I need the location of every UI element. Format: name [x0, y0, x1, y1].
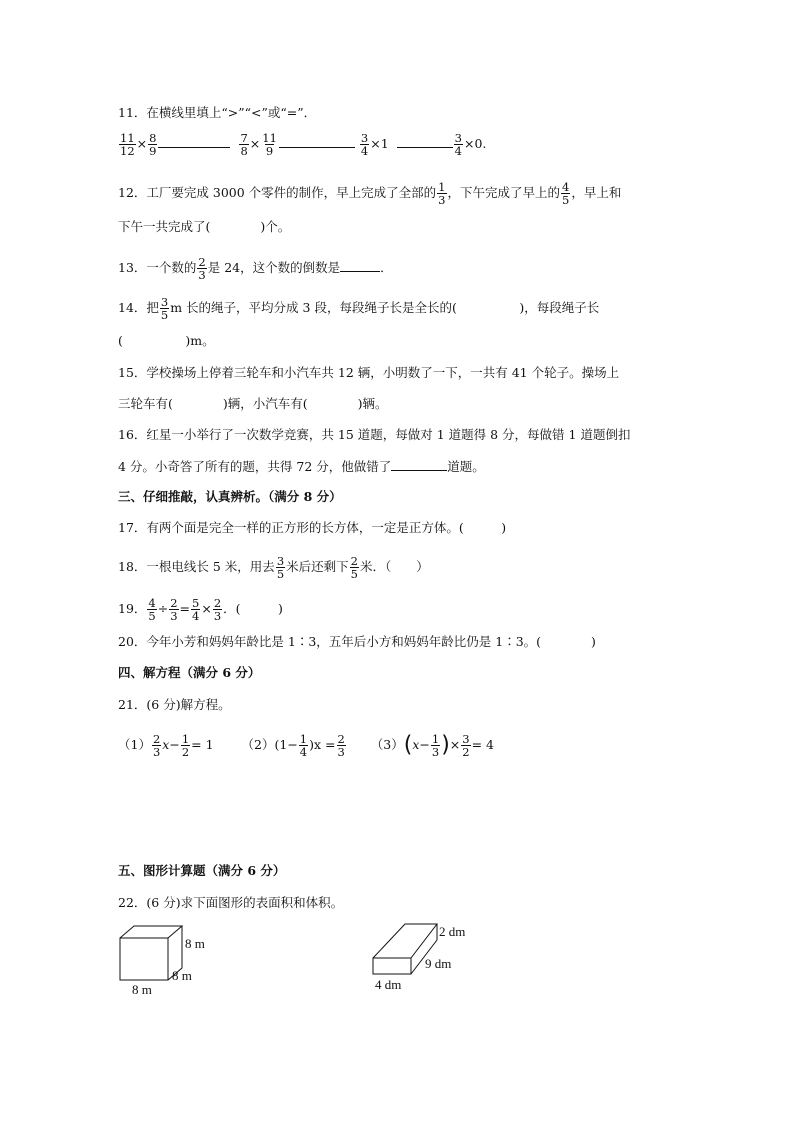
fraction: $\frac{2}{3}$ — [213, 596, 222, 623]
q12-line2: 下午一共完成了( )个。 — [118, 219, 291, 234]
answer-blank[interactable] — [391, 458, 447, 471]
q12-line1: 12．工厂要完成 3000 个零件的制作，早上完成了全部的 $\frac{1}{3}$ ，下午完成了早上的 $\frac{4}{5}$ ，早上和 — [118, 180, 622, 207]
fraction: $\frac{4}{5}$ — [148, 596, 156, 623]
box-length-label: 9 dm — [425, 956, 452, 971]
answer-blank[interactable] — [340, 259, 380, 272]
equation-3: （3）(x− $\frac{1}{3}$ )× $\frac{3}{2}$ = 4 — [370, 732, 495, 759]
q14-line1: 14．把 $\frac{3}{5}$ m 长的绳子，平均分成 3 段，每段绳子长是全长的( )，每段绳子长 — [118, 295, 600, 322]
q15-line2: 三轮车有( )辆，小汽车有( )辆。 — [118, 396, 388, 411]
q11-prompt: 11．在横线里填上“>”“<”或“=”． — [118, 105, 317, 120]
fraction: $\frac{11}{9}$ — [262, 131, 277, 158]
cube-depth-label: 8 m — [172, 968, 192, 983]
fraction: $\frac{11}{12}$ — [120, 131, 135, 158]
section-4-heading: 四、解方程（满分 6 分） — [118, 665, 261, 680]
equation-1: （1） $\frac{2}{3}$ x− $\frac{1}{2}$ = 1 — [118, 732, 214, 759]
fraction: $\frac{8}{9}$ — [149, 131, 157, 158]
q11-items: $\frac{11}{12}$ × $\frac{8}{9}$ $\frac{7}{8}$ × $\frac{11}{9}$ $\frac{3}{4}$ ×1 $\frac{3}{4}$ ×0. — [120, 131, 487, 158]
answer-blank[interactable] — [158, 135, 230, 148]
fraction: $\frac{3}{4}$ — [454, 131, 462, 158]
cube-height-label: 8 m — [185, 936, 205, 951]
fraction: $\frac{2}{5}$ — [350, 554, 358, 581]
fraction: $\frac{2}{3}$ — [198, 255, 206, 282]
box-figure — [365, 918, 475, 998]
q21-prompt: 21．(6 分)解方程。 — [118, 697, 231, 712]
q18: 18．一根电线长 5 米，用去 $\frac{3}{5}$ 米后还剩下 $\frac{2}{5}$ 米．（ ） — [118, 554, 429, 581]
section-5-heading: 五、图形计算题（满分 6 分） — [118, 863, 286, 878]
q15-line1: 15．学校操场上停着三轮车和小汽车共 12 辆，小明数了一下，一共有 41 个轮子。操场上 — [118, 365, 620, 380]
q22-prompt: 22．(6 分)求下面图形的表面积和体积。 — [118, 895, 344, 910]
q16-line2: 4 分。小奇答了所有的题，共得 72 分，他做错了 道题。 — [118, 459, 485, 474]
fraction: $\frac{1}{3}$ — [438, 180, 446, 207]
section-3-heading: 三、仔细推敲，认真辨析。（满分 8 分） — [118, 489, 342, 504]
q17: 17．有两个面是完全一样的正方形的长方体，一定是正方体。( ) — [118, 520, 507, 535]
equation-2: （2）(1− $\frac{1}{4}$ )x = $\frac{2}{3}$ — [241, 732, 345, 759]
fraction: $\frac{3}{4}$ — [360, 131, 369, 158]
cube-width-label: 8 m — [132, 982, 152, 997]
q21-equations — [118, 733, 494, 758]
fraction: $\frac{7}{8}$ — [240, 131, 248, 158]
fraction: $\frac{4}{5}$ — [562, 180, 570, 207]
answer-blank[interactable] — [279, 135, 355, 148]
answer-blank[interactable] — [397, 135, 453, 148]
q19: 19． $\frac{4}{5}$ ÷ $\frac{2}{3}$ = $\frac{5}{4}$ × $\frac{2}{3}$ ．( ) — [118, 596, 283, 623]
cube-figure — [112, 920, 222, 1000]
box-width-label: 4 dm — [375, 977, 402, 992]
fraction: $\frac{3}{5}$ — [276, 554, 285, 581]
q14-line2: ( )m。 — [118, 333, 215, 348]
q20: 20．今年小芳和妈妈年龄比是 1∶3，五年后小方和妈妈年龄比仍是 1∶3。( ) — [118, 634, 596, 649]
q13: 13．一个数的 $\frac{2}{3}$ 是 24，这个数的倒数是 ． — [118, 255, 393, 282]
fraction: $\frac{3}{5}$ — [160, 295, 169, 322]
box-height-label: 2 dm — [439, 924, 466, 939]
fraction: $\frac{2}{3}$ — [170, 596, 178, 623]
fraction: $\frac{5}{4}$ — [192, 596, 200, 623]
q16-line1: 16．红星一小举行了一次数学竞赛，共 15 道题，每做对 1 道题得 8 分，每做错 1 道题倒扣 — [118, 427, 631, 442]
